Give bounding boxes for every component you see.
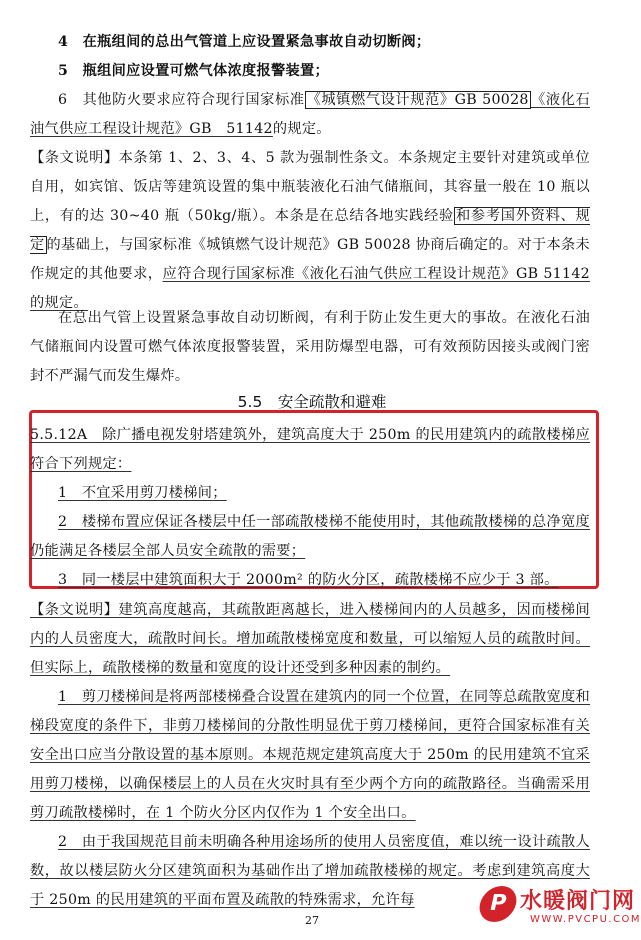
explanation-2-paragraph-2: 2 由于我国规范目前未明确各种用途场所的使用人员密度值，难以统一设计疏散人数，故以楼层防火分区建筑面积为基础作出了增加疏散楼梯的规定。考虑到建筑高度大于 250m 的民用建筑的平面布置及疏散的特殊需求，允许每	[30, 834, 590, 908]
item-6-standard-2: 《液化石油气供应工程设计规范》GB 51142	[30, 92, 590, 137]
item-6	[30, 86, 590, 144]
clause-item-1: 1 不宜采用剪刀楼梯间；	[58, 485, 227, 501]
explanation-2-label: 【条文说明】	[30, 602, 119, 618]
explanation-2-text: 建筑高度越高，其疏散距离越长，进入楼梯间内的人员越多，因而楼梯间内的人员密度大，疏散时间长。增加疏散楼梯宽度和数量，可以缩短人员的疏散时间。但实际上，疏散楼梯的数量和宽度的设计还受到多种因素的制约。	[30, 602, 590, 676]
explanation-1-part1: 本条第 1、2、3、4、5 款为强制性条文。本条规定主要针对建筑或单位自用，如宾馆、饭店等建筑设置的集中瓶装液化石油气储瓶间，其容量一般在 10 瓶以上，有的达 30~40 瓶（50kg/瓶）。本条是在总结各地实践经验	[30, 150, 591, 224]
item-4	[30, 28, 590, 57]
explanation-1	[30, 144, 590, 318]
watermark-logo	[474, 880, 641, 940]
explanation-1-part2: 的基础上，与国家标准《城镇燃气设计规范》GB 50028 协商后确定的。对于本条未作规定的其他要求，	[30, 237, 590, 282]
item-6-prefix: 6 其他防火要求应符合现行国家标准	[58, 92, 305, 108]
page-number: 27	[305, 914, 319, 927]
explanation-2	[30, 596, 590, 683]
explanation-2-paragraph-1: 1 剪刀楼梯间是将两部楼梯叠合设置在建筑内的同一个位置，在同等总疏散宽度和梯段宽度的条件下，非剪刀楼梯间的分散性明显优于剪刀楼梯间，更符合国家标准有关安全出口应当分散设置的基本原则。本规范规定建筑高度大于 250m 的民用建筑不宜采用剪刀楼梯，以确保楼层上的人员在火灾时具有至少两个方向的疏散路径。当确需采用剪刀疏散楼梯时，在 1 个防火分区内仅作为 1 个安全出口。	[30, 689, 590, 821]
explanation-1-label: 【条文说明】	[30, 150, 119, 166]
clause-text: 除广播电视发射塔建筑外，建筑高度大于 250m 的民用建筑内的疏散楼梯应符合下列规定：	[30, 427, 590, 472]
clause-item-2: 2 楼梯布置应保证各楼层中任一部疏散楼梯不能使用时，其他疏散楼梯的总净宽度仍能满足各楼层全部人员安全疏散的需要；	[30, 514, 590, 559]
watermark-url: WWW.PVCPU.COM	[530, 914, 641, 925]
watermark-brand: 水暖阀门网	[520, 889, 636, 914]
explanation-1-boxed: 和参考国外资料、规定	[30, 208, 590, 253]
clause-5-5-12a	[30, 421, 590, 479]
item-6-suffix: 的规定。	[272, 121, 331, 137]
item-6-standard-1: 《城镇燃气设计规范》GB 50028	[306, 92, 529, 108]
item-5-text: 5 瓶组间应设置可燃气体浓度报警装置；	[58, 63, 329, 79]
item-4-text: 4 在瓶组间的总出气管道上应设置紧急事故自动切断阀；	[58, 34, 431, 50]
clause-number: 5.5.12A	[30, 427, 88, 443]
clause-item-3: 3 同一楼层中建筑面积大于 2000m² 的防火分区，疏散楼梯不应少于 3 部。	[58, 572, 559, 588]
section-heading: 5.5 安全疏散和避难	[237, 393, 387, 411]
item-5	[30, 57, 590, 86]
explanation-1-paragraph-2: 在总出气管上设置紧急事故自动切断阀，有利于防止发生更大的事故。在液化石油气储瓶间内设置可燃气体浓度报警装置，采用防爆型电器，可有效预防因接头或阀门密封不严漏气而发生爆炸。	[30, 310, 590, 384]
brand-logo-icon: P	[476, 886, 520, 922]
explanation-1-underlined: 应符合现行国家标准《液化石油气供应工程设计规范》GB 51142 的规定。	[30, 266, 590, 311]
